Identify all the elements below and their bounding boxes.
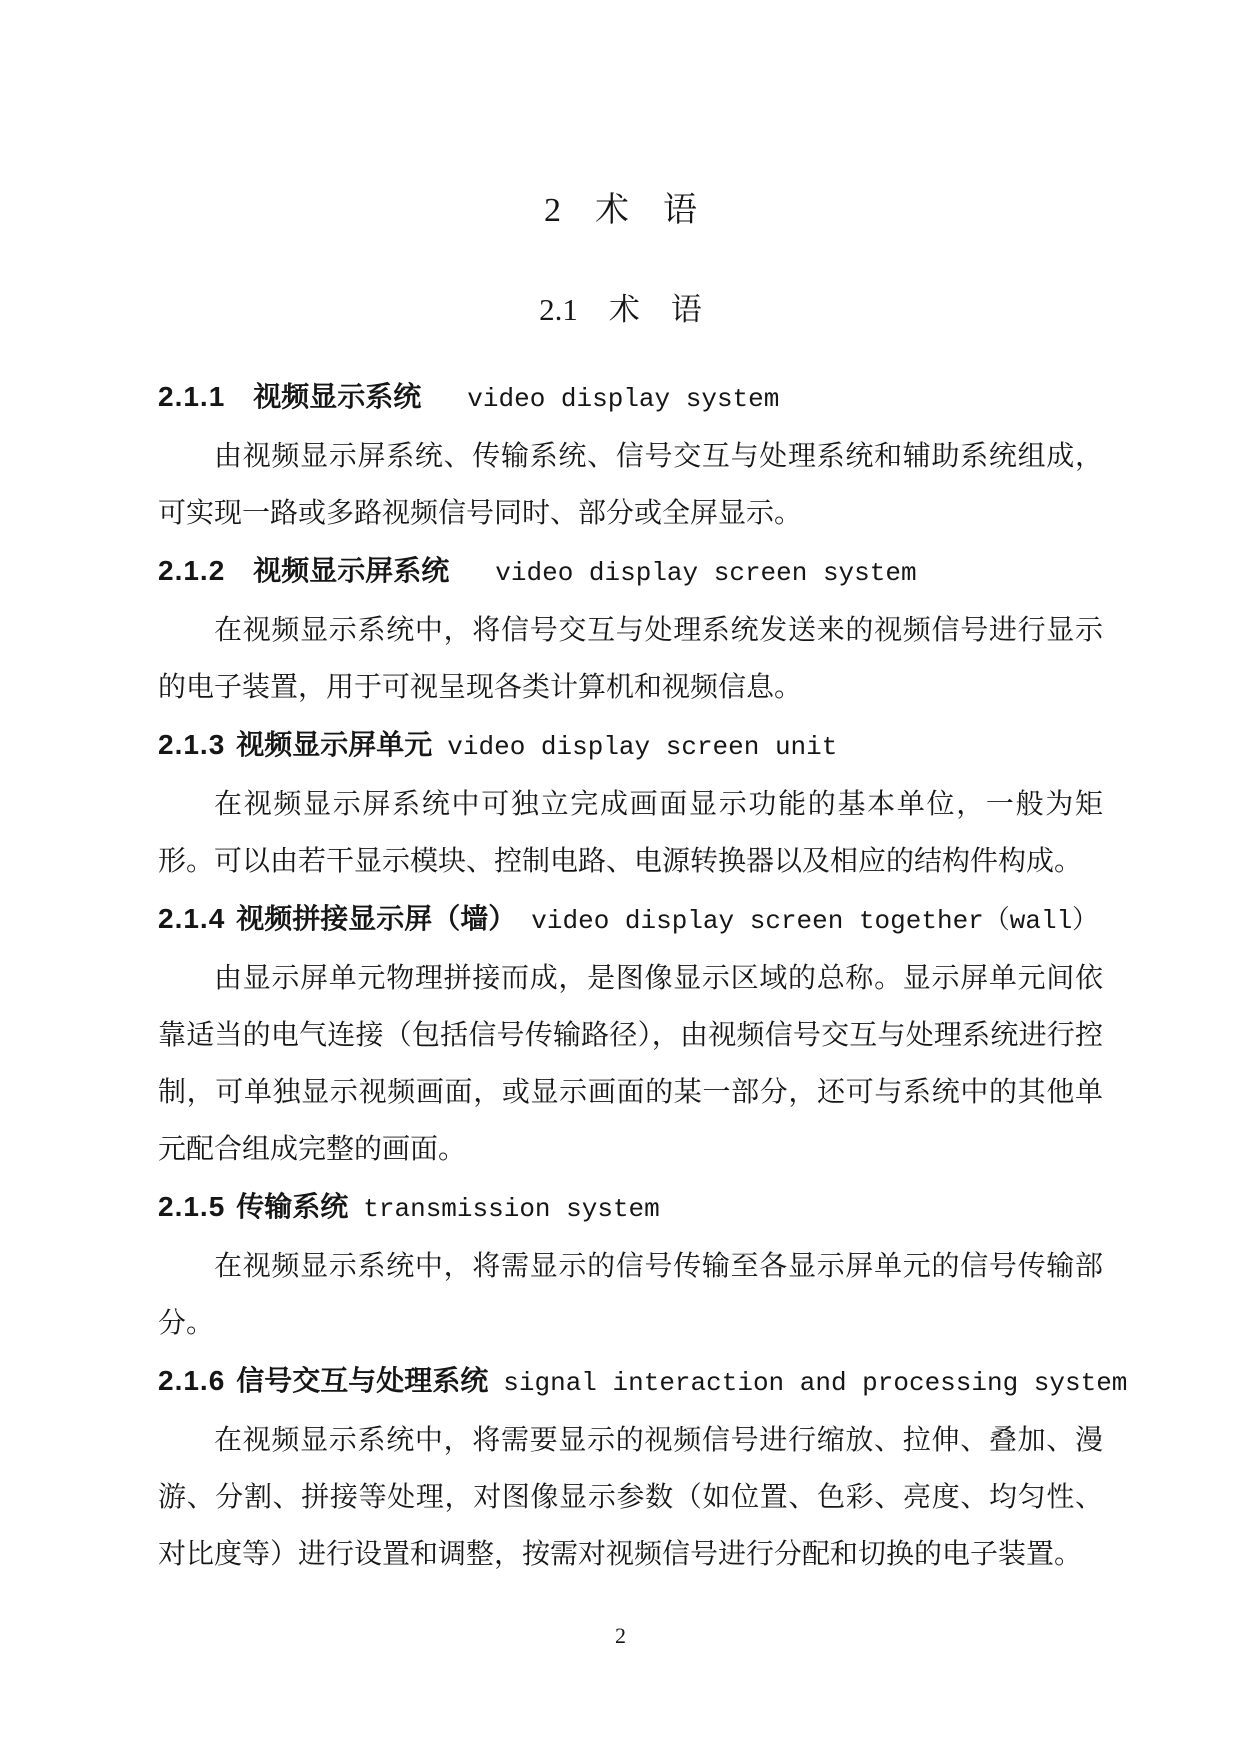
- term-section-2-1-6: [158, 1352, 1128, 1583]
- term-section-2-1-5: [158, 1178, 1103, 1352]
- term-english: transmission system: [363, 1194, 660, 1224]
- term-section-2-1-1: [158, 368, 1103, 542]
- term-heading: [158, 368, 1103, 428]
- term-english: video display screen unit: [447, 732, 838, 762]
- term-definition: 在视频显示系统中，将需显示的信号传输至各显示屏单元的信号传输部分。: [158, 1251, 1103, 1339]
- term-section-2-1-2: [158, 542, 1103, 716]
- document-content: [158, 368, 1128, 1583]
- term-number: 2.1.2: [158, 555, 226, 586]
- term-chinese: 视频显示屏单元: [236, 729, 433, 760]
- term-english: video display screen together（wall）: [531, 906, 1099, 936]
- chapter-title: 2 术 语: [544, 192, 697, 229]
- term-number: 2.1.3: [158, 729, 226, 760]
- term-english: signal interaction and processing system: [503, 1368, 1128, 1398]
- term-definition: 在视频显示系统中，将需要显示的视频信号进行缩放、拉伸、叠加、漫游、分割、拼接等处理，对图像显示参数（如位置、色彩、亮度、均匀性、对比度等）进行设置和调整，按需对视频信号进行分配和切换的电子装置。: [158, 1425, 1103, 1570]
- term-chinese: 信号交互与处理系统: [236, 1365, 489, 1396]
- term-definition: 在视频显示系统中，将信号交互与处理系统发送来的视频信号进行显示的电子装置，用于可视呈现各类计算机和视频信息。: [158, 615, 1103, 703]
- term-english: video display system: [467, 384, 780, 414]
- term-definition: 由显示屏单元物理拼接而成，是图像显示区域的总称。显示屏单元间依靠适当的电气连接（包括信号传输路径），由视频信号交互与处理系统进行控制，可单独显示视频画面，或显示画面的某一部分，还可与系统中的其他单元配合组成完整的画面。: [158, 963, 1103, 1165]
- term-heading: [158, 716, 1103, 776]
- term-section-2-1-3: [158, 716, 1103, 890]
- term-heading: [158, 1352, 1128, 1412]
- term-english: video display screen system: [495, 558, 917, 588]
- page-number: 2: [615, 1623, 626, 1648]
- term-heading: [158, 890, 1103, 950]
- term-number: 2.1.6: [158, 1365, 226, 1396]
- section-subtitle: 2.1 术 语: [539, 292, 702, 327]
- term-chinese: 视频拼接显示屏（墙）: [236, 903, 517, 934]
- term-number: 2.1.4: [158, 903, 226, 934]
- term-number: 2.1.5: [158, 1191, 226, 1222]
- term-definition: 由视频显示屏系统、传输系统、信号交互与处理系统和辅助系统组成，可实现一路或多路视频信号同时、部分或全屏显示。: [158, 441, 1103, 529]
- term-chinese: 视频显示屏系统: [253, 555, 450, 586]
- term-section-2-1-4: [158, 890, 1103, 1178]
- term-chinese: 视频显示系统: [253, 381, 422, 412]
- term-chinese: 传输系统: [236, 1191, 349, 1222]
- term-number: 2.1.1: [158, 381, 226, 412]
- term-definition: 在视频显示屏系统中可独立完成画面显示功能的基本单位，一般为矩形。可以由若干显示模块、控制电路、电源转换器以及相应的结构件构成。: [158, 789, 1103, 877]
- term-heading: [158, 1178, 1103, 1238]
- term-heading: [158, 542, 1103, 602]
